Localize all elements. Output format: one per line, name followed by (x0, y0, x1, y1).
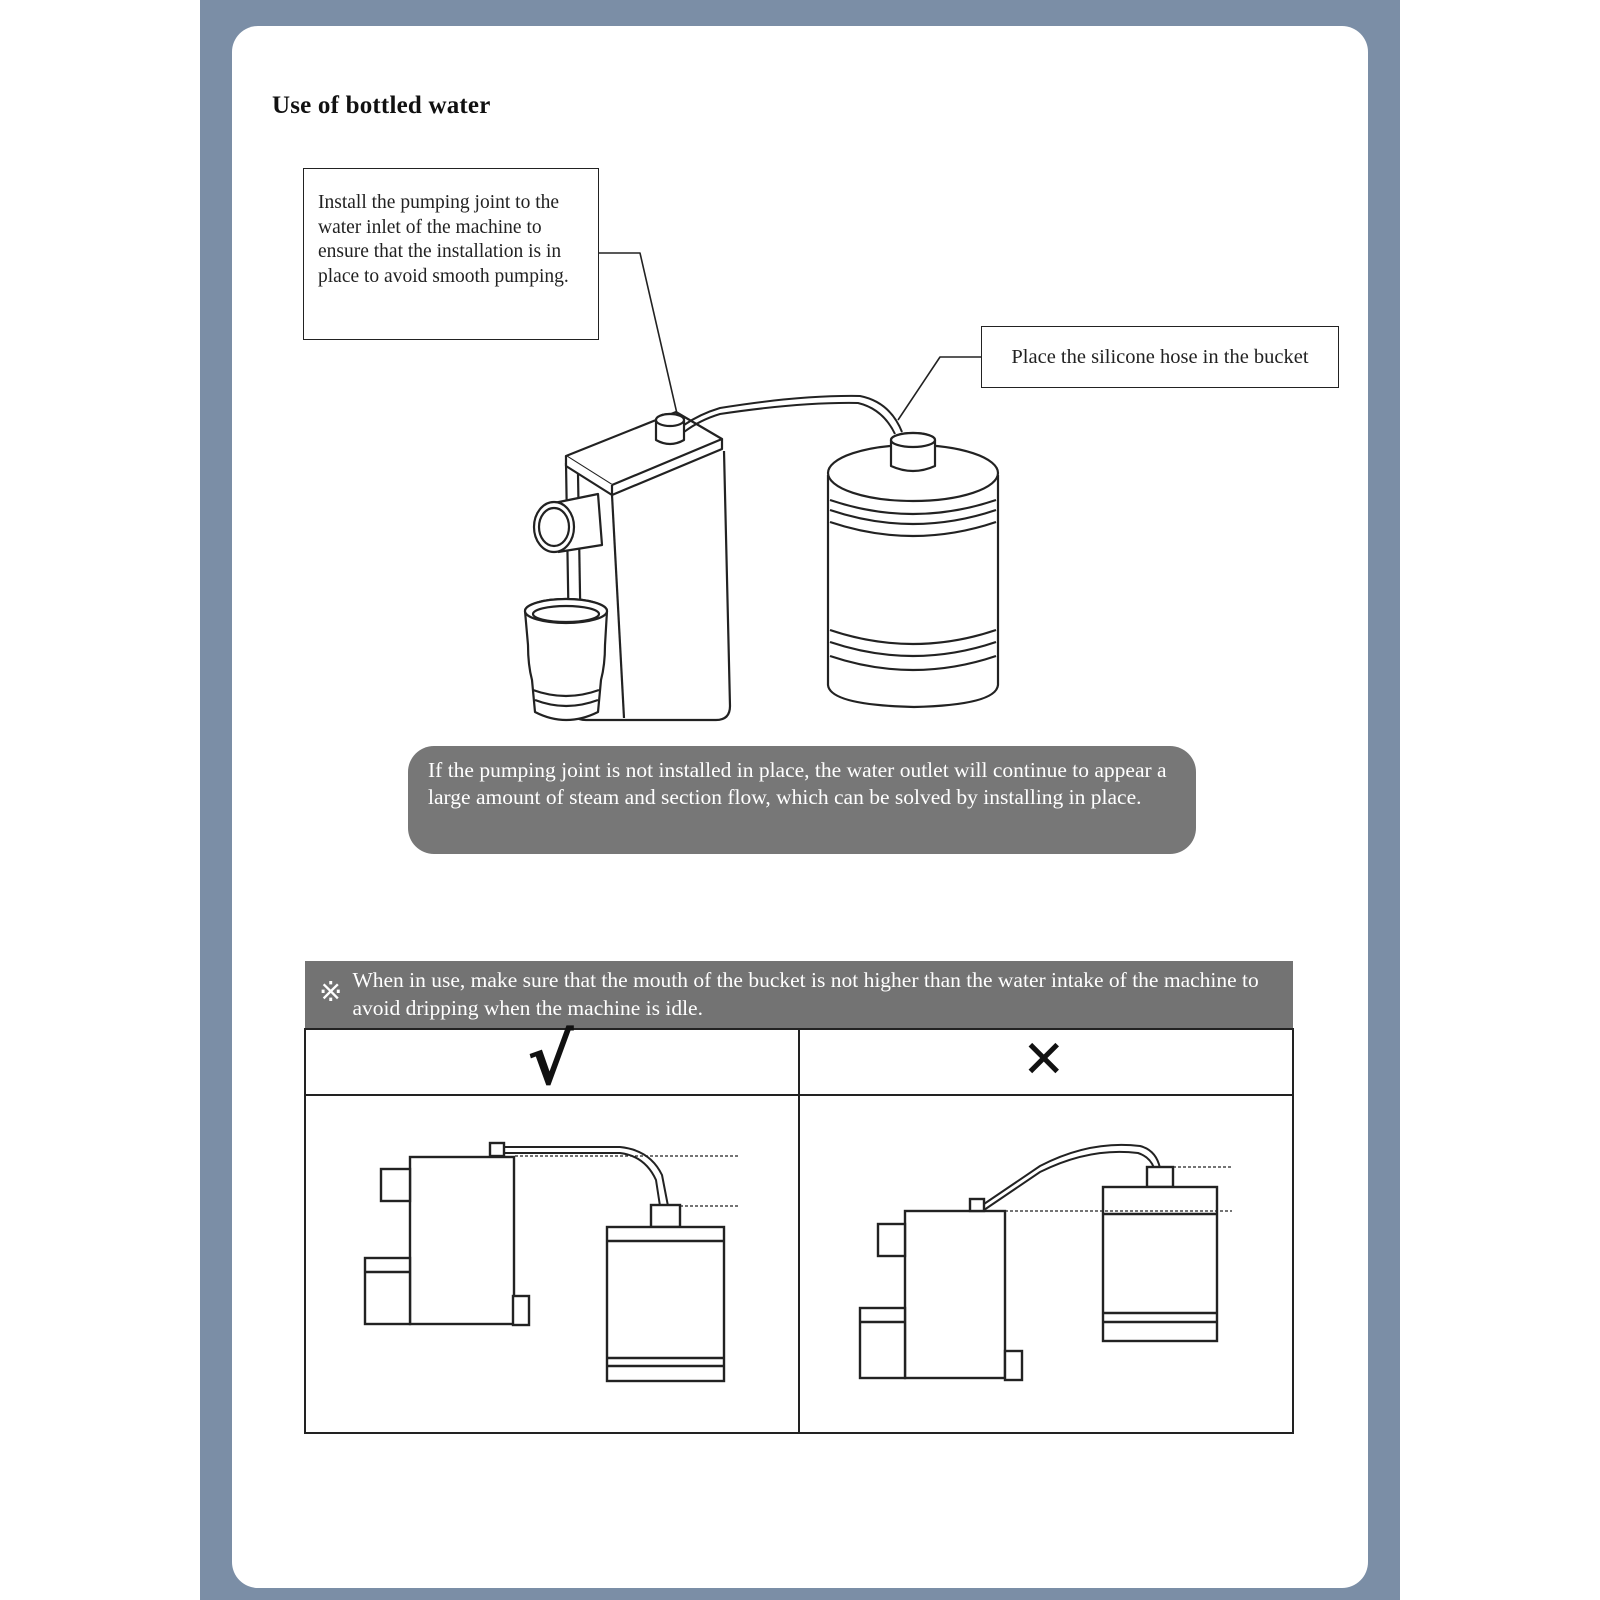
installation-note: If the pumping joint is not installed in place, the water outlet will continue to appear a large amount of steam and section flow, which can be solved by installing in place. (408, 746, 1196, 854)
pumping-joint-callout: Install the pumping joint to the water inlet of the machine to ensure that the installation is in place to avoid smooth pumping. (303, 168, 599, 340)
correct-check-icon: √ (527, 1019, 574, 1101)
warning-text: When in use, make sure that the mouth of the bucket is not higher than the water intake of the machine to avoid dripping when the machine is idle. (352, 968, 1259, 1020)
silicone-hose-callout: Place the silicone hose in the bucket (981, 326, 1339, 388)
page-title: Use of bottled water (272, 92, 491, 119)
wrong-setup-illustration (860, 1145, 1232, 1380)
wrong-cross-icon: ✕ (1022, 1030, 1066, 1090)
reference-mark-icon: ※ (319, 975, 343, 1008)
correct-setup-illustration (365, 1143, 740, 1381)
